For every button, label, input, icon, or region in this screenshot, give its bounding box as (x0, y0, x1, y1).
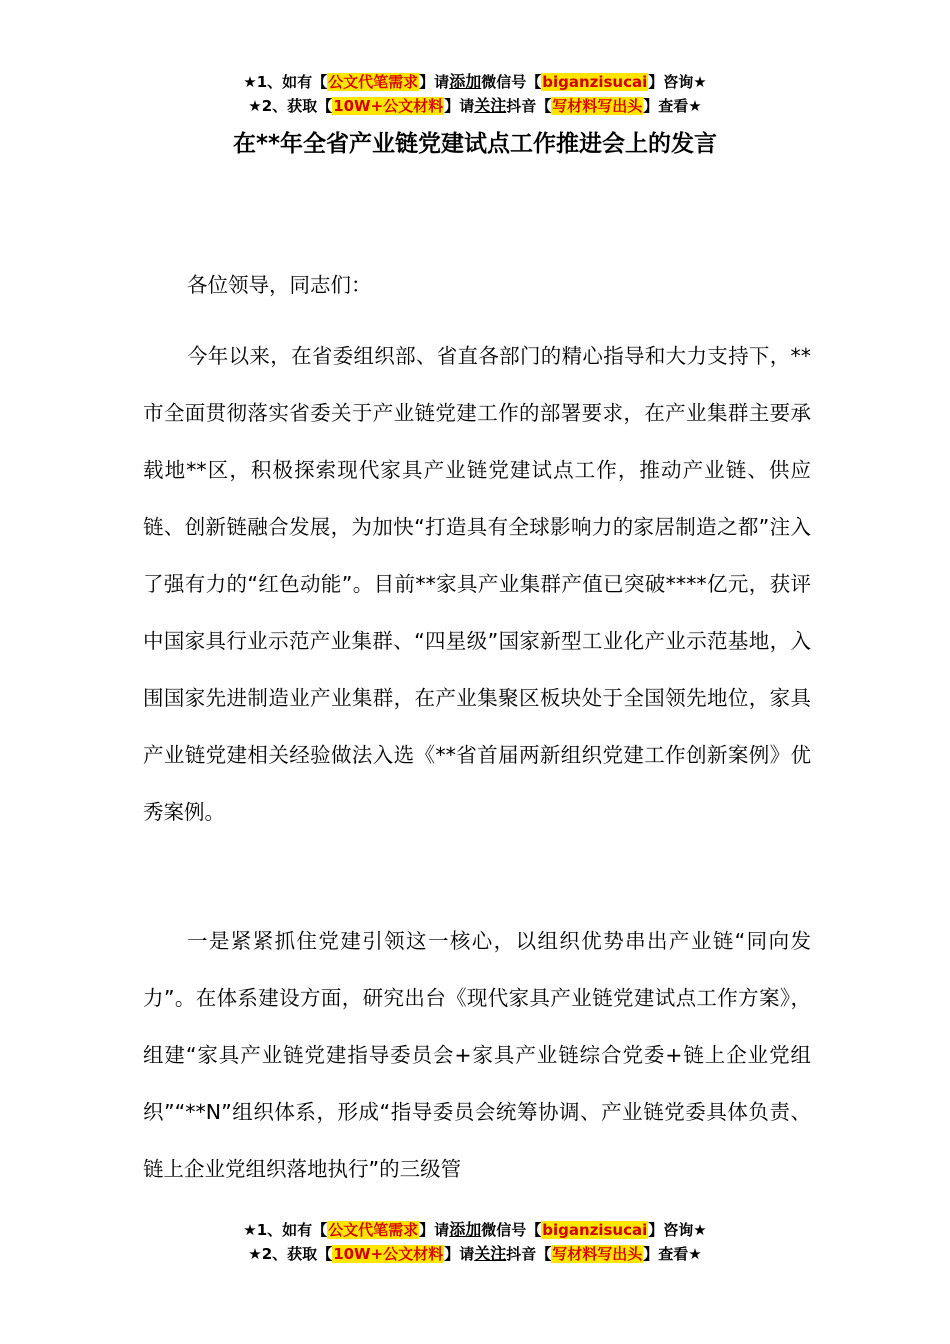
promo-text: 】请 (444, 97, 475, 115)
body-paragraph-intro: 今年以来，在省委组织部、省直各部门的精心指导和大力支持下，**市全面贯彻落实省委关于产业链党建工作的部署要求，在产业集群主要承载地**区，积极探索现代家具产业链党建试点工作，推动产业链、供应链、创新链融合发展，为加快“打造具有全球影响力的家居制造之都”注入了强有力的“红色动能”。目前**家具产业集群产值已突破****亿元，获评中国家具行业示范产业集群、“四星级”国家新型工业化产业示范基地，入围国家先进制造业产业集群，在产业集聚区板块处于全国领先地位，家具产业链党建相关经验做法入选《**省首届两新组织党建工作创新案例》优秀案例。 (143, 344, 811, 824)
promo-text: 】请 (419, 1221, 450, 1239)
promo-line-1 (0, 70, 950, 94)
promo-highlight: 10W+公文材料 (333, 1245, 444, 1263)
promo-text: 】查看★ (643, 1245, 702, 1263)
promo-highlight-douyin: 写材料写出头 (552, 1245, 643, 1263)
promo-text: ★1、如有【 (243, 1221, 328, 1239)
promo-text: 】咨询★ (648, 73, 707, 91)
promo-line-1 (0, 1218, 950, 1242)
promo-text: 抖音【 (506, 97, 552, 115)
promo-text: 微信号【 (481, 1221, 542, 1239)
document-title: 在**年全省产业链党建试点工作推进会上的发言 (232, 131, 718, 157)
promo-highlight: 公文代笔需求 (328, 73, 419, 91)
promo-underlined: 关注 (474, 96, 507, 115)
promo-text: 抖音【 (506, 1245, 552, 1263)
promo-line-2 (0, 94, 950, 118)
promo-underlined: 关注 (474, 1244, 507, 1263)
promo-highlight: 10W+公文材料 (333, 97, 444, 115)
footer-promo-banner (0, 1218, 950, 1266)
promo-text: 】查看★ (643, 97, 702, 115)
promo-text: ★2、获取【 (248, 1245, 333, 1263)
promo-text: 】请 (419, 73, 450, 91)
promo-text: 】咨询★ (648, 1221, 707, 1239)
promo-underlined: 添加 (449, 1220, 482, 1239)
promo-line-2 (0, 1242, 950, 1266)
promo-underlined: 添加 (449, 72, 482, 91)
promo-highlight: 公文代笔需求 (328, 1221, 419, 1239)
header-promo-banner (0, 70, 950, 118)
promo-text: 微信号【 (481, 73, 542, 91)
body-paragraph-point-one: 一是紧紧抓住党建引领这一核心，以组织优势串出产业链“同向发力”。在体系建设方面，研究出台《现代家具产业链党建试点工作方案》，组建“家具产业链党建指导委员会+家具产业链综合党委+链上企业党组织”“**N”组织体系，形成“指导委员会统筹协调、产业链党委具体负责、链上企业党组织落地执行”的三级管 (143, 929, 811, 1181)
promo-highlight-douyin: 写材料写出头 (552, 97, 643, 115)
promo-text: 】请 (444, 1245, 475, 1263)
promo-text: ★2、获取【 (248, 97, 333, 115)
promo-highlight-wechat-id: biganzisucai (542, 1221, 648, 1239)
promo-highlight-wechat-id: biganzisucai (542, 73, 648, 91)
salutation: 各位领导，同志们： (187, 273, 372, 297)
promo-text: ★1、如有【 (243, 73, 328, 91)
